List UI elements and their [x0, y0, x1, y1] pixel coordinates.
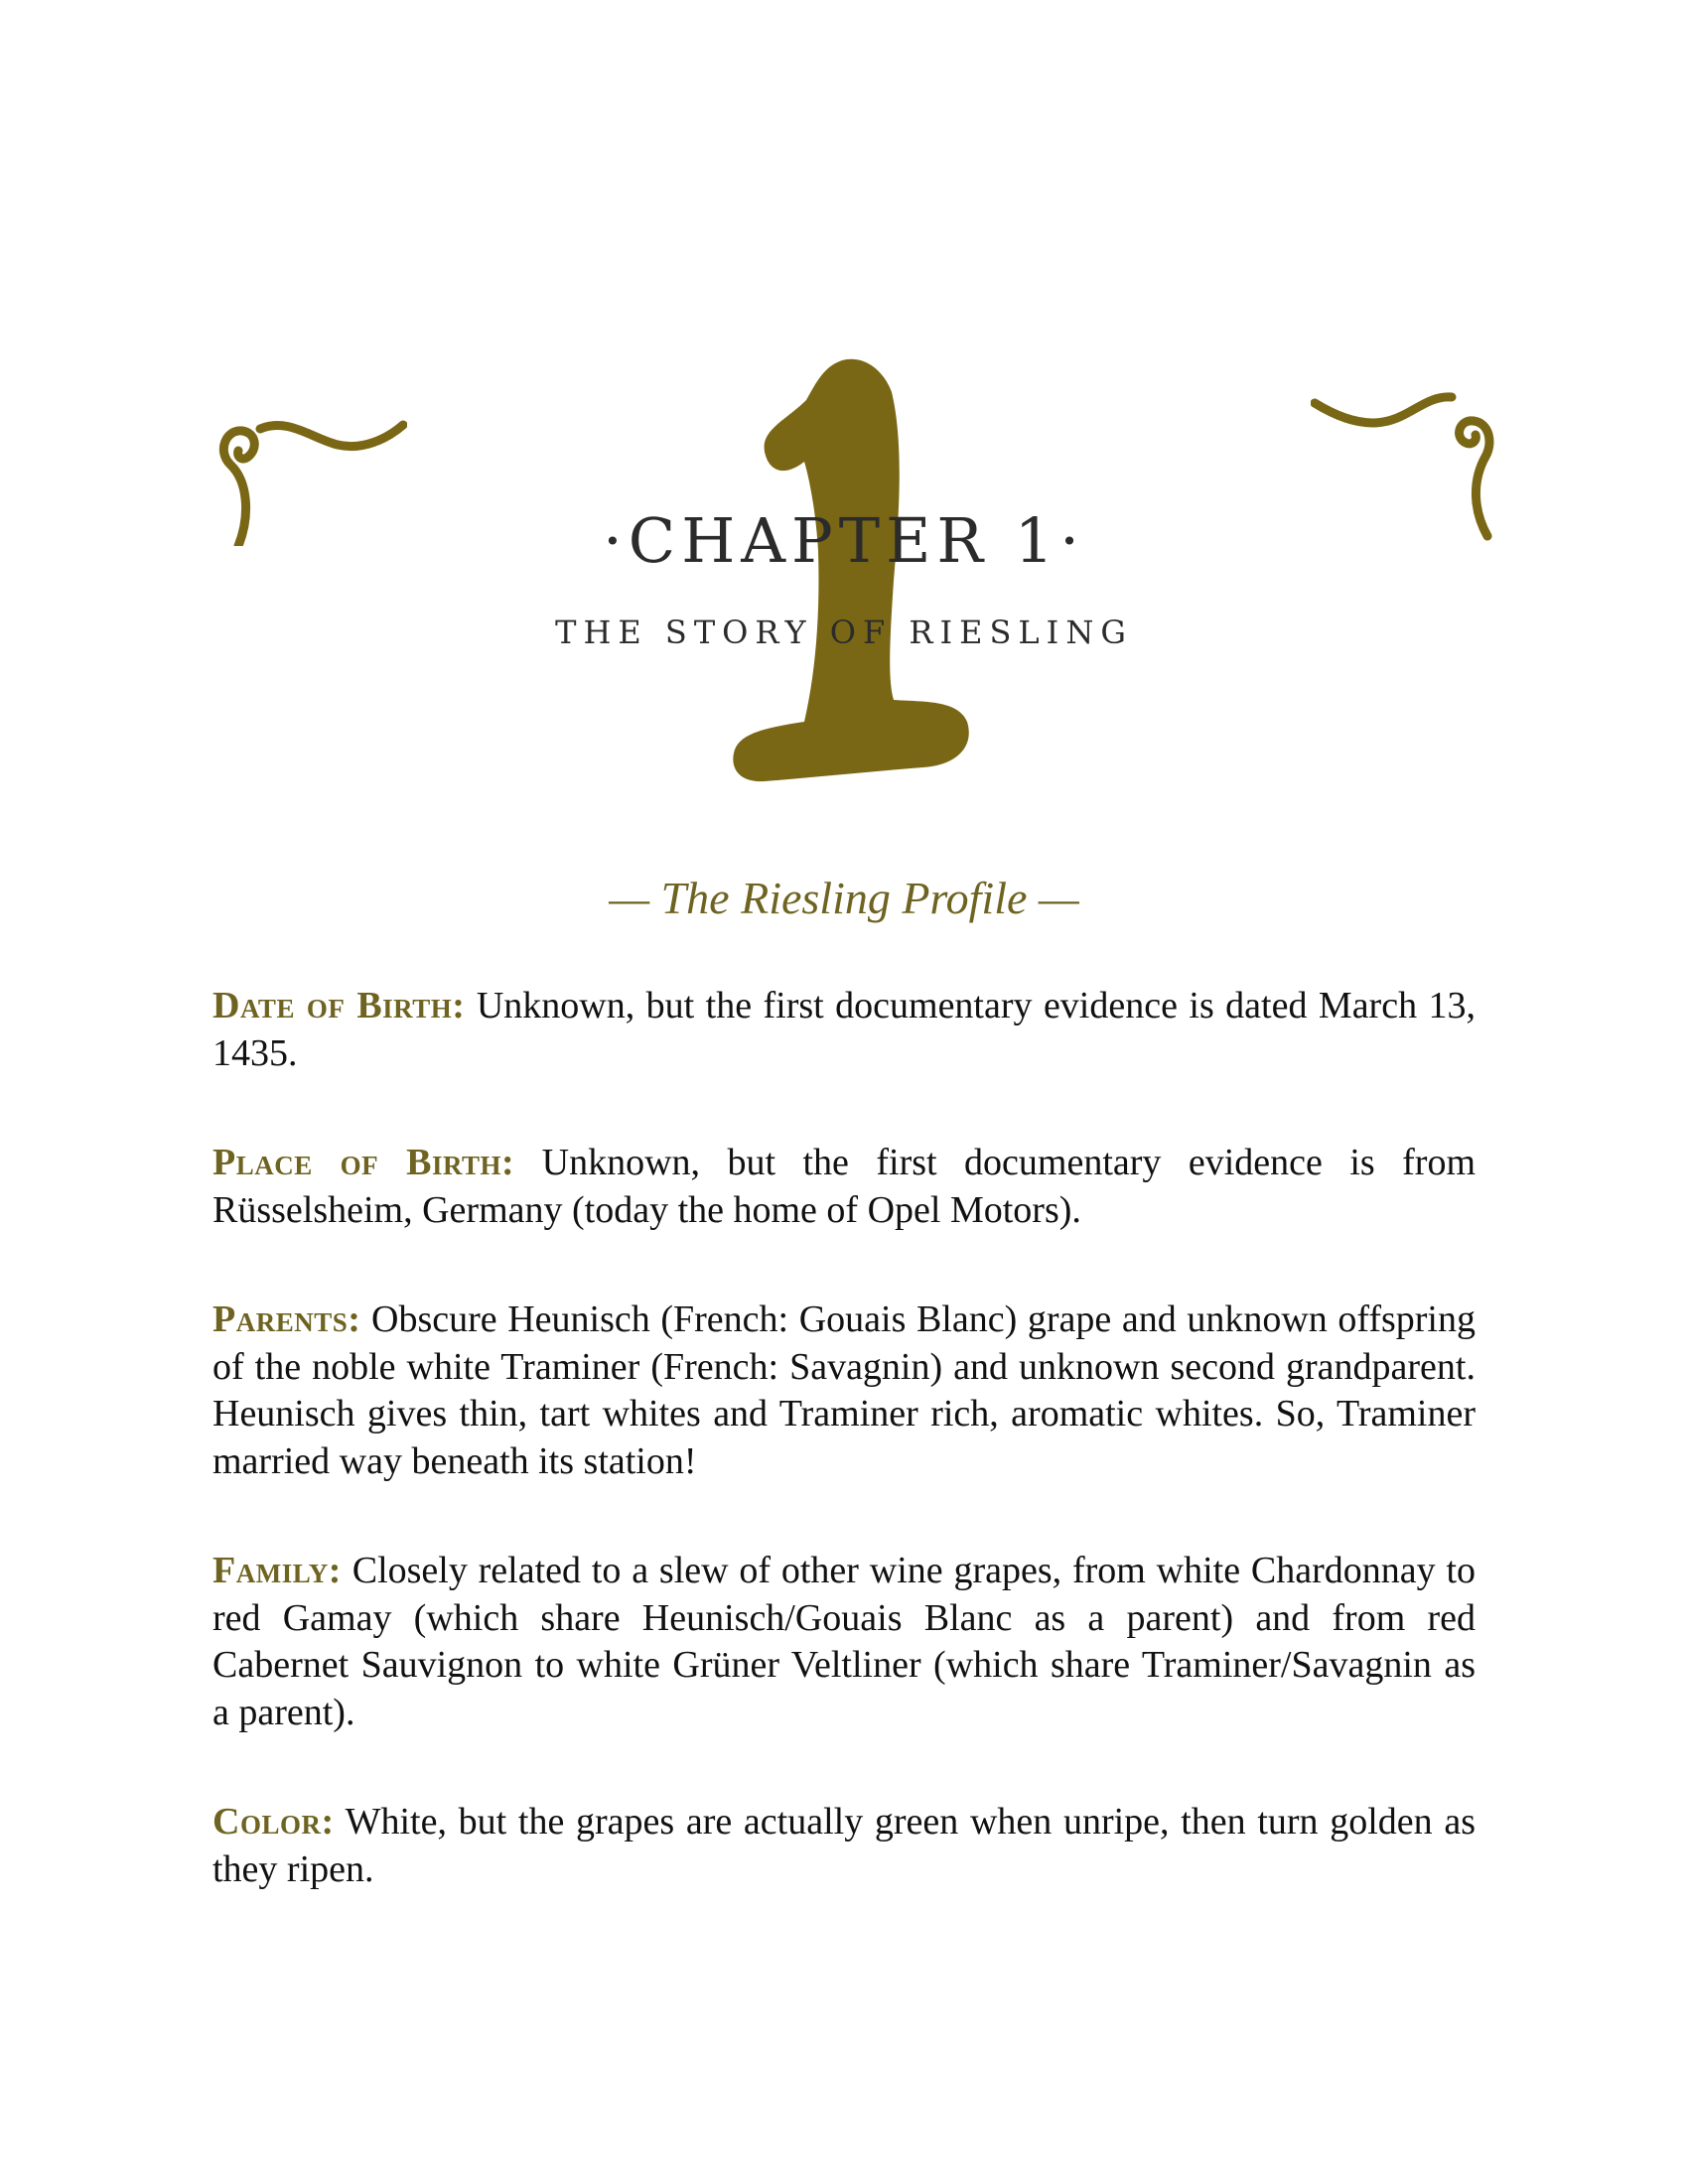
entry-label: Date of Birth: — [212, 985, 466, 1026]
entry-place-of-birth — [212, 1140, 1476, 1234]
profile-entries — [212, 983, 1476, 1956]
entry-parents — [212, 1297, 1476, 1485]
entry-text: Obscure Heunisch (French: Gouais Blanc) grape and unknown offspring of the noble white Traminer (French: Savagnin) and unknown second grandparent. Heunisch gives thin, tart whites and Traminer rich, aromatic whites. So, Traminer married way beneath its station! — [212, 1298, 1476, 1482]
entry-label: Family: — [212, 1550, 342, 1591]
entry-family — [212, 1548, 1476, 1736]
chapter-title: ·CHAPTER 1· — [603, 504, 1085, 577]
entry-text: Unknown, but the first documentary evidence is dated March 13, 1435. — [212, 985, 1477, 1074]
profile-heading: — The Riesling Profile — — [609, 873, 1079, 923]
entry-label: Place of Birth: — [212, 1142, 515, 1183]
entry-text: White, but the grapes are actually green when unripe, then turn golden as they ripen. — [212, 1801, 1476, 1890]
entry-label: Parents: — [212, 1298, 361, 1340]
chapter-subtitle: THE STORY OF RIESLING — [555, 614, 1133, 651]
entry-date-of-birth — [212, 983, 1476, 1077]
entry-color — [212, 1799, 1476, 1893]
entry-text: Unknown, but the first documentary evidence is from Rüsselsheim, Germany (today the home of Opel Motors). — [212, 1142, 1476, 1231]
entry-label: Color: — [212, 1801, 335, 1843]
entry-text: Closely related to a slew of other wine grapes, from white Chardonnay to red Gamay (which share Heunisch/Gouais Blanc as a parent) and from red Cabernet Sauvignon to white Grüner Veltliner (which share Traminer/Savagnin as a parent). — [212, 1550, 1476, 1733]
